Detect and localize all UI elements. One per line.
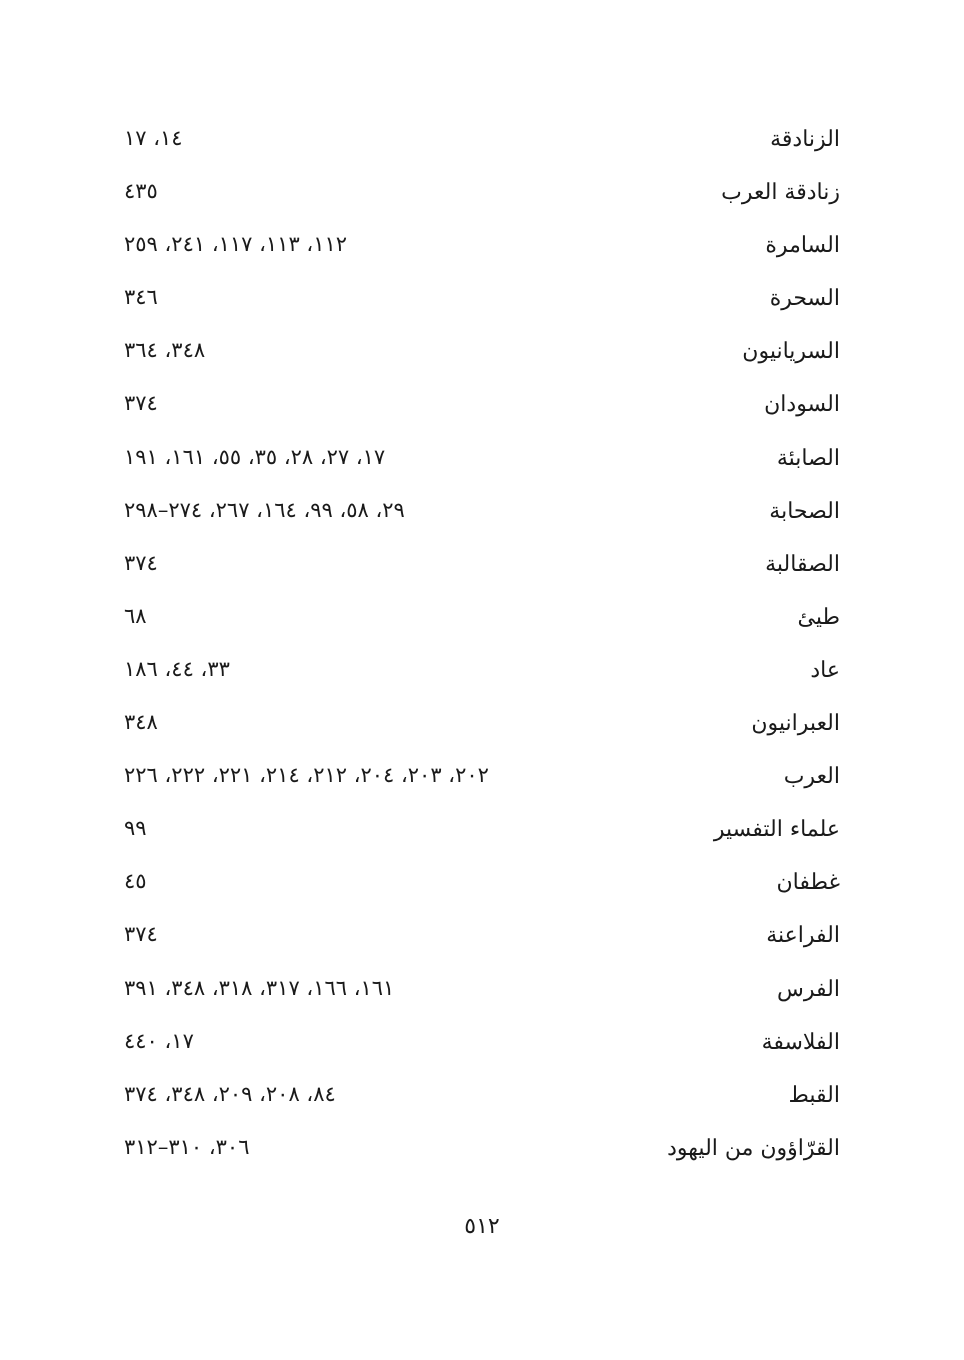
index-term: علماء التفسير: [713, 817, 840, 843]
index-pages: ١٤، ١٧: [124, 126, 183, 150]
index-entry: [118, 484, 840, 537]
index-entry: [118, 431, 840, 484]
index-pages: ١١٢، ١١٣، ١١٧، ٢٤١، ٢٥٩: [124, 232, 348, 257]
index-pages: ٦٨: [124, 603, 147, 628]
index-pages: ٤٥: [124, 869, 147, 894]
index-term: السامرة: [765, 233, 840, 259]
index-entry: [118, 112, 840, 165]
index-entry: [118, 908, 840, 961]
index-entry: [118, 802, 840, 855]
index-pages: ٣٣، ٤٤، ١٨٦: [124, 656, 230, 681]
index-term: الفراعنة: [766, 923, 840, 949]
index-pages: ٣٤٨: [124, 710, 158, 735]
index-term: السريانيون: [742, 339, 840, 365]
index-term: القبط: [788, 1082, 840, 1108]
index-term: الصابئة: [776, 445, 840, 471]
index-entry: [118, 1068, 840, 1121]
index-entry: [118, 537, 840, 590]
index-entry: [118, 377, 840, 430]
index-entry: [118, 1015, 840, 1068]
index-list: [118, 112, 840, 1174]
index-pages: ٣٠٦، ٣١٠–٣١٢: [124, 1134, 250, 1159]
index-entry: [118, 271, 840, 324]
index-term: القرّاؤون من اليهود: [667, 1135, 840, 1161]
index-pages: ٣٧٤: [124, 391, 158, 416]
index-term: الفرس: [777, 976, 840, 1002]
index-pages: ١٧، ٤٤٠: [124, 1028, 194, 1053]
index-term: السودان: [764, 392, 840, 418]
index-entry: [118, 855, 840, 908]
index-entry: [118, 1121, 840, 1174]
index-term: طيئ: [797, 604, 840, 630]
index-term: العرب: [783, 764, 840, 790]
index-pages: ٣٤٦: [124, 285, 158, 310]
index-pages: ١٦١، ١٦٦، ٣١٧، ٣١٨، ٣٤٨، ٣٩١: [124, 975, 395, 1000]
page-number: ٥١٢: [464, 1214, 500, 1239]
index-term: غطفان: [776, 870, 840, 896]
index-entry: [118, 590, 840, 643]
index-pages: ٨٤، ٢٠٨، ٢٠٩، ٣٤٨، ٣٧٤: [124, 1081, 336, 1106]
index-term: العبرانيون: [751, 711, 840, 737]
index-term: الفلاسفة: [761, 1029, 840, 1055]
index-term: زنادقة العرب: [721, 180, 840, 206]
index-pages: ٣٧٤: [124, 550, 158, 575]
index-entry: [118, 696, 840, 749]
index-term: السحرة: [769, 286, 840, 312]
index-entry: [118, 749, 840, 802]
index-pages: ٢٠٢، ٢٠٣، ٢٠٤، ٢١٢، ٢١٤، ٢٢١، ٢٢٢، ٢٢٦: [124, 763, 489, 788]
index-pages: ٤٣٥: [124, 179, 158, 204]
index-pages: ٢٩، ٥٨، ٩٩، ١٦٤، ٢٦٧، ٢٧٤–٢٩٨: [124, 497, 405, 522]
index-entry: [118, 643, 840, 696]
index-entry: [118, 165, 840, 218]
index-pages: ١٧، ٢٧، ٢٨، ٣٥، ٥٥، ١٦١، ١٩١: [124, 444, 386, 469]
index-term: الصقالبة: [765, 551, 840, 577]
index-entry: [118, 324, 840, 377]
index-term: عاد: [810, 657, 840, 683]
index-pages: ٣٤٨، ٣٦٤: [124, 338, 206, 363]
index-term: الزنادقة: [770, 127, 840, 152]
index-entry: [118, 962, 840, 1015]
index-term: الصحابة: [769, 498, 840, 524]
index-entry: [118, 218, 840, 271]
index-pages: ٩٩: [124, 816, 147, 841]
index-pages: ٣٧٤: [124, 922, 158, 947]
